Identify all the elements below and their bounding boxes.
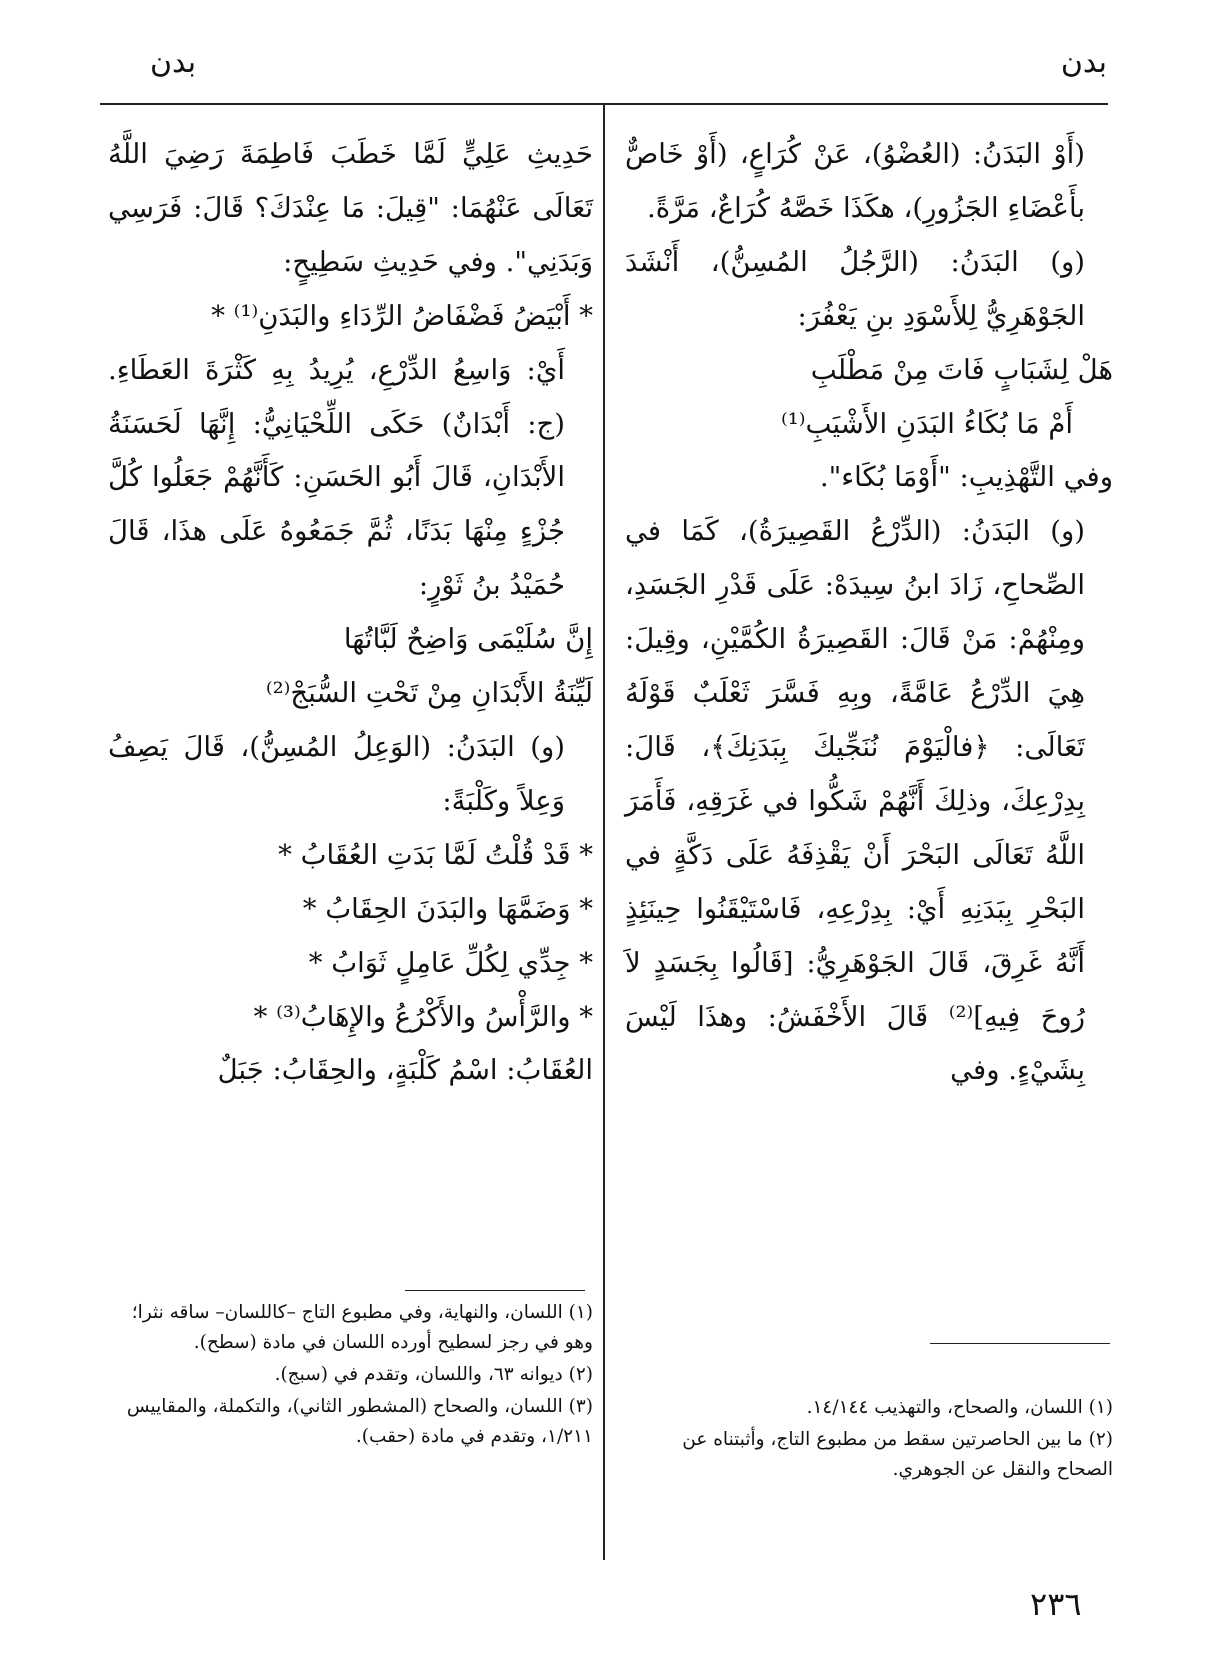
verse-line: * والرَّأْسُ والأَكْرُعُ والإِهَابُ⁽³⁾ * — [253, 1000, 593, 1033]
footnote: (١) اللسان، والصحاح، والتهذيب ١٤/١٤٤. — [806, 1397, 1113, 1418]
entry-paragraph: أَيْ: وَاسِعُ الدِّرْعِ، يُرِيدُ بِهِ كَثْرَةَ العَطَاءِ. (ج: أَبْدَانٌ) حَكَى اللِّحْيَانِيُّ: إِنَّهَا لَحَسَنَةُ الأَبْدَانِ، قَالَ أَبُو الحَسَنِ: كَأَنَّهُمْ جَعَلُوا كُلَّ جُزْءٍ مِنْهَا بَدَنًا، ثُمَّ جَمَعُوهُ عَلَى هذَا، قَالَ حُمَيْدُ بنُ ثَوْرٍ: — [108, 353, 565, 602]
right-column — [625, 128, 1113, 1098]
entry-paragraph: حَدِيثِ عَلِيٍّ لَمَّا خَطَبَ فَاطِمَةَ رَضِيَ اللَّهُ تَعَالَى عَنْهُمَا: "قِيلَ: مَا عِنْدَكَ؟ قَالَ: فَرَسِي وَبَدَنِي". وفي حَدِيثِ سَطِيحٍ: — [108, 138, 593, 278]
verse-line: * أَبْيَضُ فَضْفَاضُ الرِّدَاءِ والبَدَنِ⁽¹⁾ * — [211, 299, 593, 332]
entry-paragraph: (أَوْ البَدَنُ: (العُضْوُ)، عَنْ كُرَاعٍ، (أَوْ خَاصٌّ بأَعْضَاءِ الجَزُورِ)، هكَذَا خَصَّهُ كُرَاعٌ، مَرَّةً. — [625, 138, 1085, 224]
verse-line: إِنَّ سُلَيْمَى وَاضِحٌ لَبَّاتُهَا — [343, 623, 593, 656]
footnotes-right — [625, 1393, 1113, 1487]
footnote: (٣) اللسان، والصحاح (المشطور الثاني)، والتكملة، والمقاييس ١/٢١١، وتقدم في مادة (حقب). — [126, 1396, 593, 1447]
verse-line: أَمْ مَا بُكَاءُ البَدَنِ الأَشْيَبِ⁽¹⁾ — [780, 407, 1073, 440]
footnote: (٢) ديوانه ٦٣، واللسان، وتقدم في (سبج). — [274, 1364, 593, 1385]
verse-line: * جِدِّي لِكُلِّ عَامِلٍ ثَوَابُ * — [308, 946, 593, 979]
footnote: (٢) ما بين الحاصرتين سقط من مطبوع التاج، وأثبتناه عن الصحاح والنقل عن الجوهري. — [682, 1429, 1113, 1480]
entry-paragraph: (و) البَدَنُ: (الدِّرْعُ القَصِيرَةُ)، كَمَا في الصِّحاحِ، زَادَ ابنُ سِيدَهْ: عَلَى قَدْرِ الجَسَدِ، ومِنْهُمْ: مَنْ قَالَ: القَصِيرَةُ الكُمَّيْنِ، وقِيلَ: هِيَ الدِّرْعُ عَامَّةً، وبِهِ فَسَّرَ ثَعْلَبٌ قَوْلَهُ تَعَالَى: ﴿فالْيَوْمَ نُنَجِّيكَ بِبَدَنِكَ﴾، قَالَ: بِدِرْعِكَ، وذلِكَ أَنَّهُمْ شَكُّوا في غَرَقِهِ، فَأَمَرَ اللَّهُ تَعَالَى البَحْرَ أَنْ يَقْذِفَهُ عَلَى دَكَّةٍ في البَحْرِ بِبَدَنِهِ أَيْ: بِدِرْعِهِ، فَاسْتَيْقَنُوا حِينَئِذٍ أَنَّهُ غَرِقَ، قَالَ الجَوْهَرِيُّ: [قَالُوا بِجَسَدٍ لاَ رُوحَ فِيهِ]⁽²⁾ قَالَ الأَخْفَشُ: وهذَا لَيْسَ بِشَيْءٍ. وفي — [625, 515, 1085, 1087]
verse-line: * وَضَمَّهَا والبَدَنَ الحِقَابُ * — [302, 892, 593, 925]
footnote: (١) اللسان، والنهاية، وفي مطبوع التاج –كاللسان– ساقه نثرا؛ وهو في رجز لسطيح أورده اللسان في مادة (سطح). — [131, 1302, 593, 1353]
left-column — [108, 128, 593, 1098]
column-divider — [603, 105, 605, 1560]
running-head-right: بدن — [1060, 45, 1107, 80]
page-number: ٢٣٦ — [1030, 1585, 1082, 1623]
entry-paragraph: (و) البَدَنُ: (الرَّجُلُ المُسِنُّ)، أَنْشَدَ الجَوْهَرِيُّ لِلأَسْوَدِ بنِ يَعْفُرَ: — [625, 245, 1085, 332]
verse-line: * قَدْ قُلْتُ لَمَّا بَدَتِ العُقَابُ * — [278, 838, 593, 871]
entry-paragraph: وفي التَّهْذِيبِ: "أَوْمَا بُكَاء". — [819, 461, 1113, 494]
footnote-rule-left — [405, 1290, 585, 1291]
footnotes-left — [108, 1298, 593, 1454]
entry-paragraph: (و) البَدَنُ: (الوَعِلُ المُسِنُّ)، قَالَ يَصِفُ وَعِلاً وكَلْبَةً: — [108, 730, 565, 817]
verse-line: هَلْ لِشَبَابٍ فَاتَ مِنْ مَطْلَبِ — [810, 353, 1113, 386]
entry-paragraph: العُقَابُ: اسْمُ كَلْبَةٍ، والحِقَابُ: جَبَلٌ — [217, 1054, 593, 1087]
verse-line: لَيِّنَةُ الأَبْدَانِ مِنْ تَحْتِ السُّبَجْ⁽²⁾ — [265, 677, 593, 710]
running-head-left: بدن — [150, 45, 197, 80]
footnote-rule-right — [930, 1343, 1110, 1344]
